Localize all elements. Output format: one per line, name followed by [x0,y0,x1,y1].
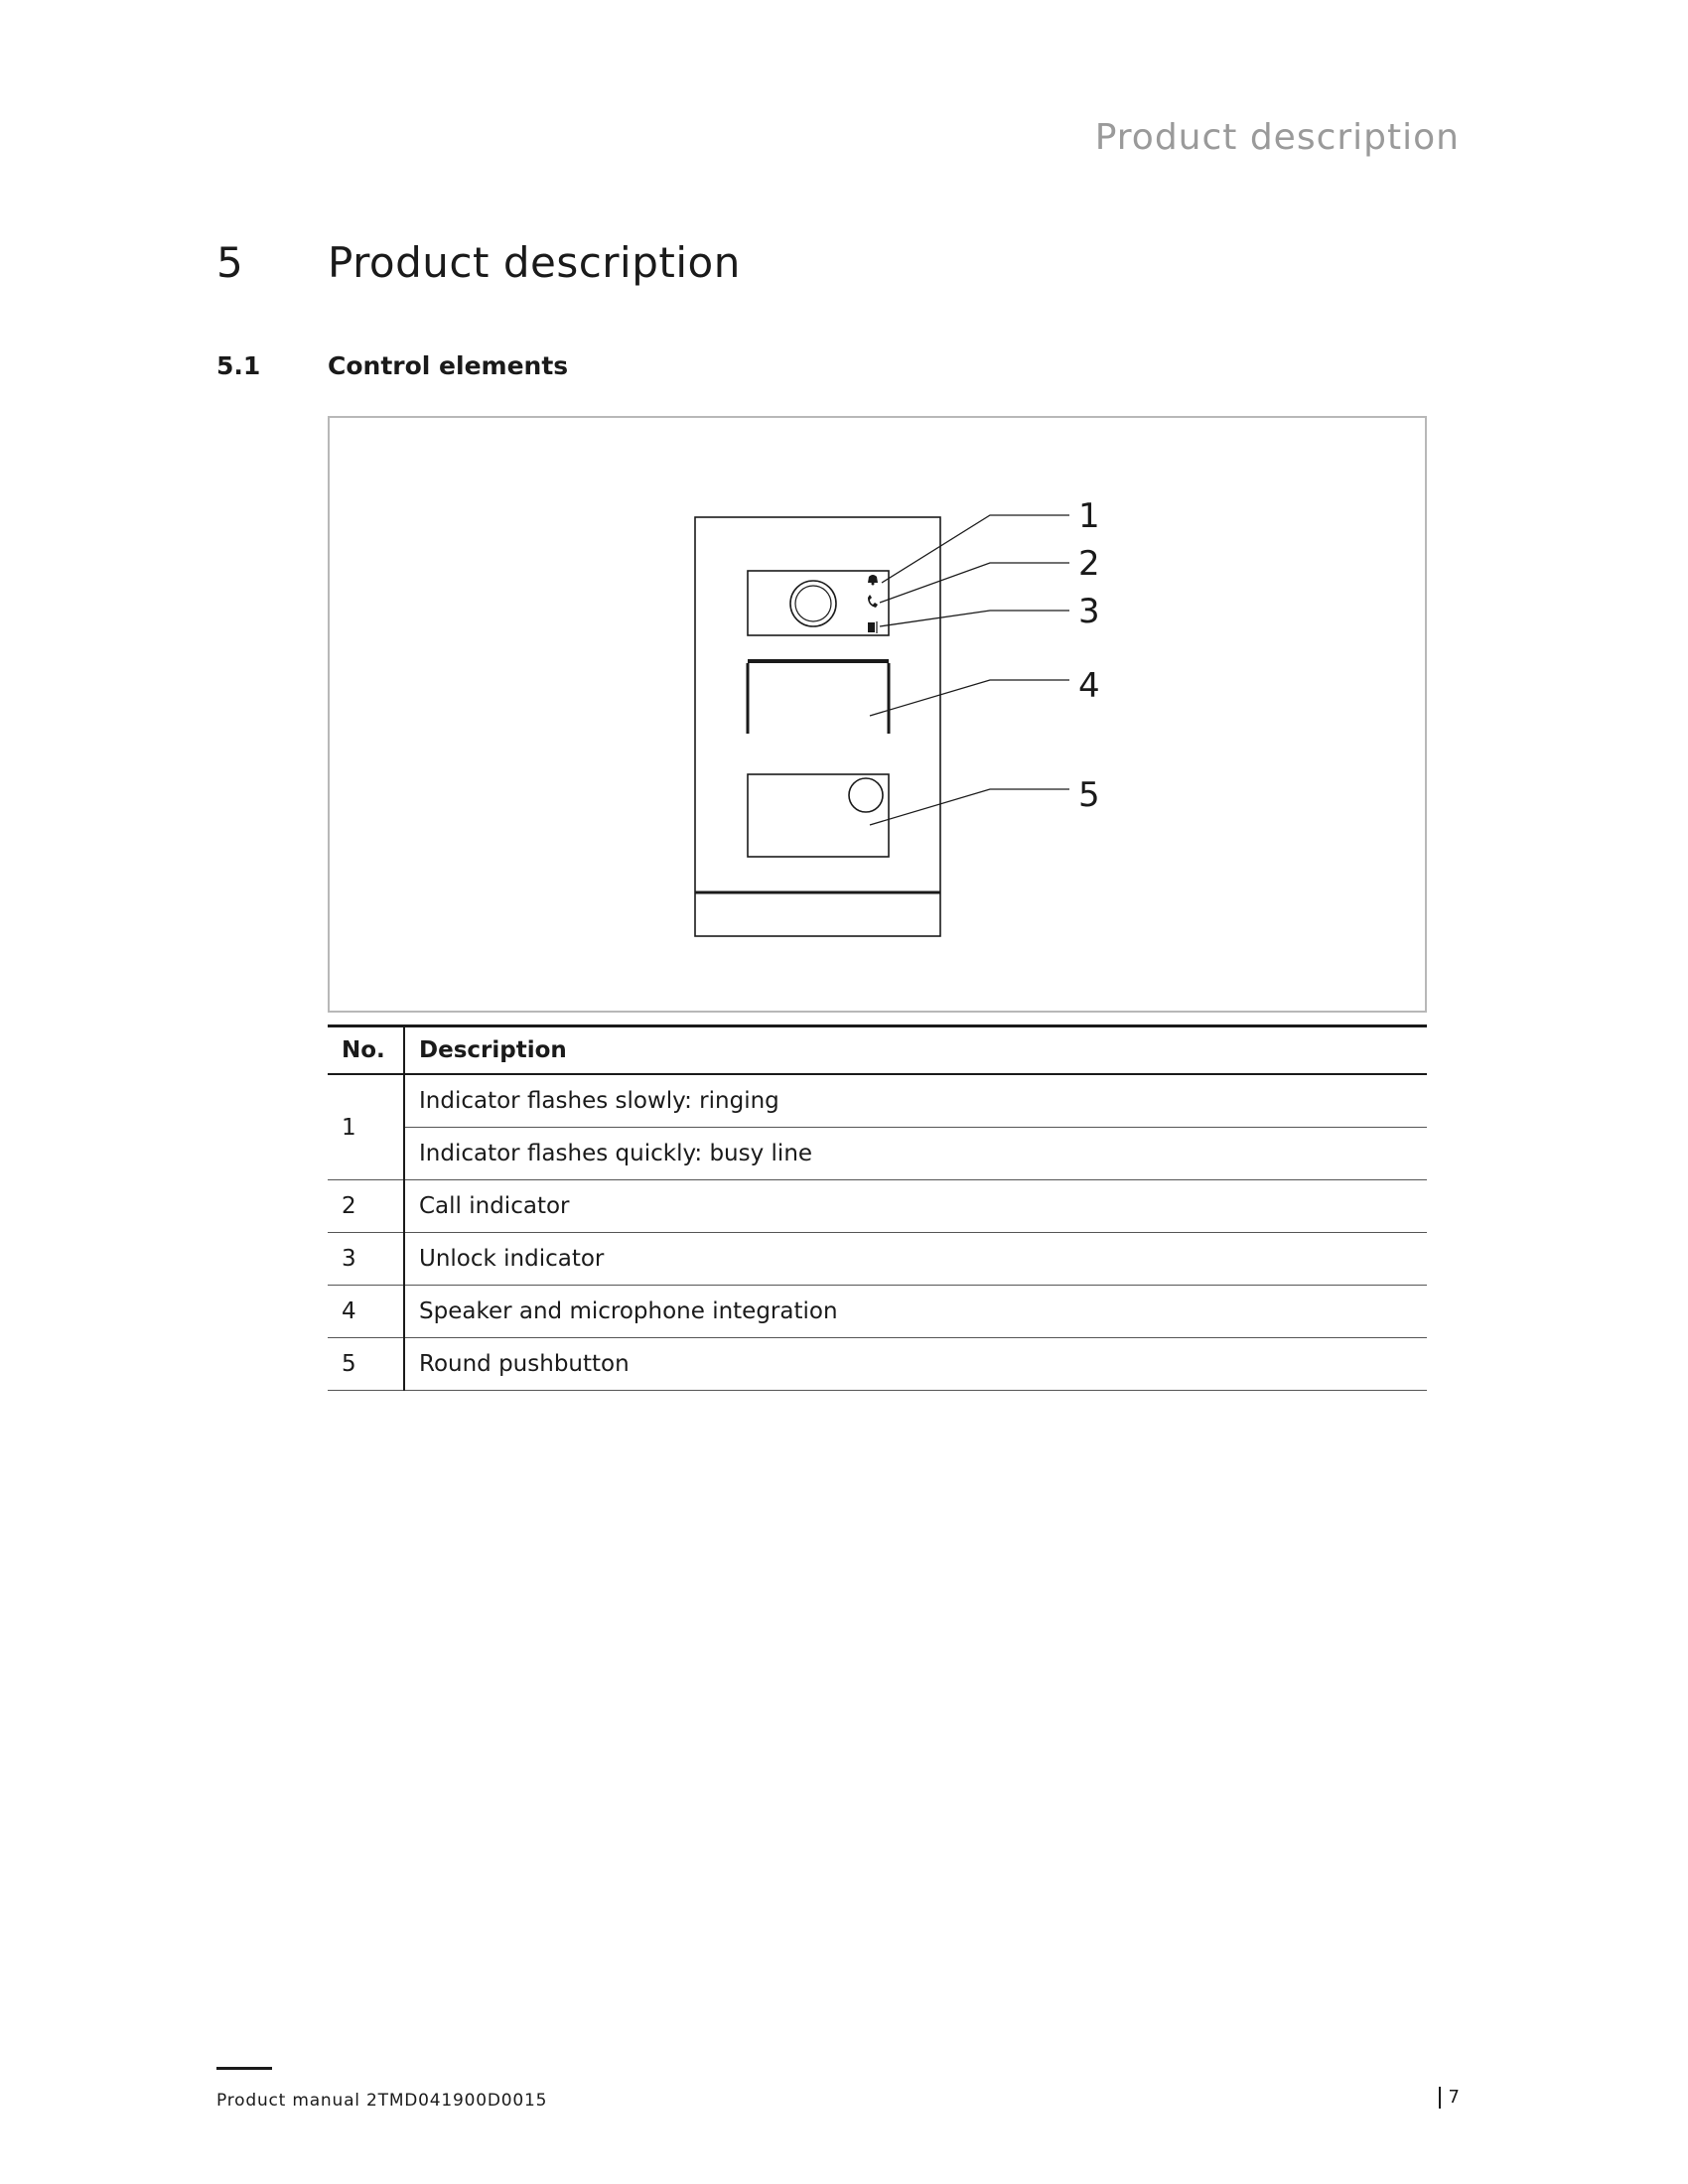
column-header-description: Description [404,1026,1427,1075]
section-number: 5.1 [216,351,261,380]
chapter-number: 5 [216,238,243,287]
column-header-no: No. [328,1026,404,1075]
leader-line-4 [870,680,1069,716]
table-row [328,1338,1427,1391]
device-housing [695,517,940,936]
footer-rule [216,2067,272,2070]
bell-icon [868,575,878,586]
page-number: 7 [1439,2087,1460,2109]
table-row [328,1286,1427,1338]
callout-4: 4 [1078,666,1100,706]
phone-icon [868,595,878,608]
round-pushbutton [849,778,883,812]
row-number: 1 [328,1074,404,1180]
row-number: 3 [328,1233,404,1286]
callout-5: 5 [1078,775,1100,815]
row-description: Round pushbutton [404,1338,1427,1391]
table-row [328,1128,1427,1180]
speaker-grille [748,659,889,734]
running-header: Product description [1094,117,1460,158]
callout-1: 1 [1078,496,1100,536]
callout-2: 2 [1078,544,1100,584]
door-icon [868,621,877,633]
leader-line-1 [882,515,1069,583]
row-description: Unlock indicator [404,1233,1427,1286]
table-row [328,1074,1427,1128]
leader-line-5 [870,789,1069,825]
leader-line-3 [880,611,1069,626]
row-description: Speaker and microphone integration [404,1286,1427,1338]
chapter-title: Product description [328,238,741,287]
leader-line-2 [880,563,1069,603]
row-description: Indicator flashes quickly: busy line [404,1128,1427,1180]
callout-3: 3 [1078,592,1100,631]
footer-manual-id: Product manual 2TMD041900D0015 [216,2091,548,2111]
device-drawing [330,418,1429,1015]
row-description: Indicator flashes slowly: ringing [404,1074,1427,1128]
camera-lens-outer [790,581,836,626]
table-row [328,1180,1427,1233]
camera-lens-inner [795,586,831,621]
row-number: 2 [328,1180,404,1233]
control-elements-figure [328,416,1427,1013]
section-title: Control elements [328,351,569,380]
row-description: Call indicator [404,1180,1427,1233]
table-header-row [328,1026,1427,1075]
table-row [328,1233,1427,1286]
control-elements-table [328,1024,1427,1391]
row-number: 5 [328,1338,404,1391]
row-number: 4 [328,1286,404,1338]
name-plate [748,774,889,857]
